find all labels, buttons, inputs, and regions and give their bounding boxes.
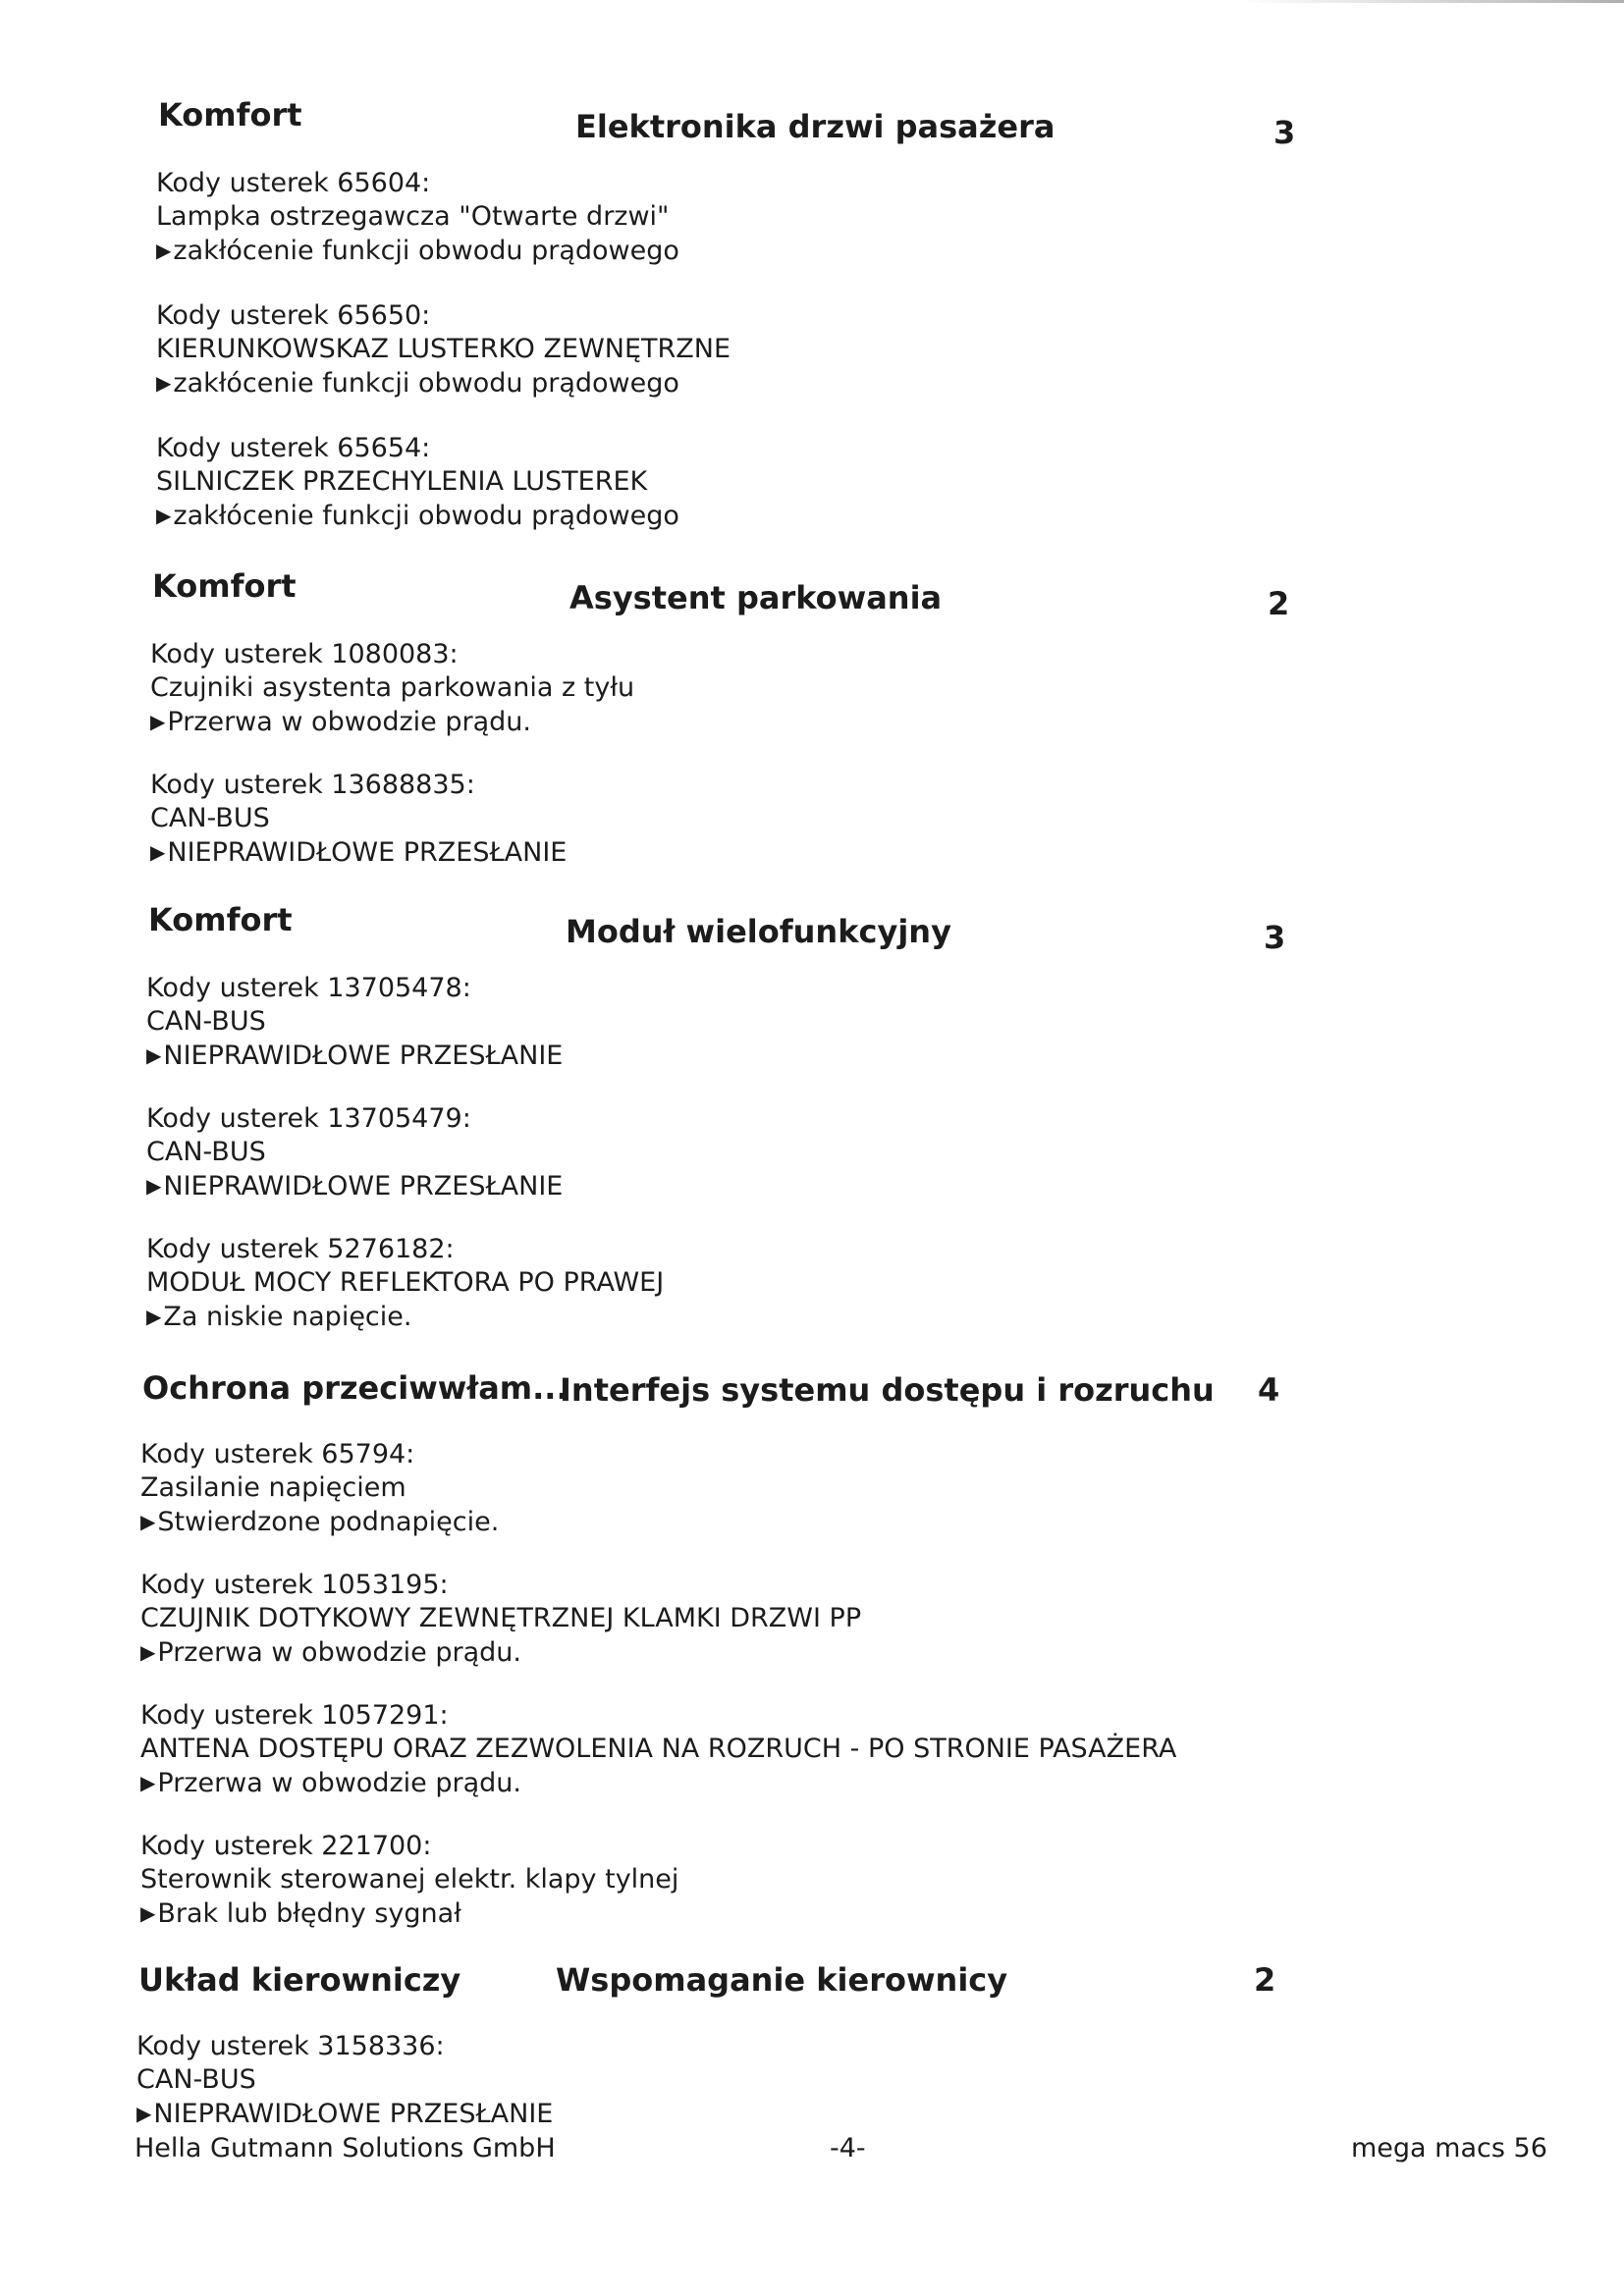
- arrow-right-icon: ▶: [140, 1510, 156, 1533]
- arrow-right-icon: ▶: [140, 1901, 156, 1925]
- section-module: Elektronika drzwi pasażera: [575, 108, 1056, 145]
- fault-code: Kody usterek 65604:: [156, 168, 431, 198]
- fault-status: ▶Brak lub błędny sygnał: [140, 1898, 461, 1929]
- section-fault-count: 2: [1254, 1961, 1276, 1999]
- fault-code: Kody usterek 13705479:: [146, 1103, 471, 1134]
- fault-code: Kody usterek 1080083:: [150, 639, 459, 669]
- section-header: [158, 96, 1624, 151]
- footer-company: Hella Gutmann Solutions GmbH: [135, 2133, 556, 2163]
- footer-page-number: -4-: [830, 2133, 866, 2163]
- fault-code: Kody usterek 221700:: [140, 1831, 432, 1861]
- fault-entry: [150, 638, 634, 738]
- fault-entry: [140, 1699, 1176, 1799]
- section-category: Komfort: [148, 901, 293, 938]
- section-category: Komfort: [158, 96, 302, 133]
- fault-entry: [140, 1830, 678, 1930]
- arrow-right-icon: ▶: [156, 239, 172, 262]
- fault-description: CAN-BUS: [136, 2064, 256, 2095]
- fault-entry: [136, 2030, 553, 2130]
- arrow-right-icon: ▶: [146, 1043, 162, 1067]
- fault-description: ANTENA DOSTĘPU ORAZ ZEZWOLENIA NA ROZRUCH - PO STRONIE PASAŻERA: [140, 1734, 1177, 1764]
- section-category: Komfort: [152, 567, 297, 605]
- section-header: [148, 901, 1624, 956]
- section-category: Układ kierowniczy: [138, 1961, 461, 1999]
- fault-description: Czujniki asystenta parkowania z tyłu: [150, 672, 635, 703]
- fault-section: [156, 96, 1624, 531]
- section-category: Ochrona przeciwwłam...: [142, 1369, 568, 1407]
- fault-status: ▶Przerwa w obwodzie prądu.: [140, 1637, 521, 1668]
- fault-description: Lampka ostrzegawcza "Otwarte drzwi": [156, 201, 670, 232]
- fault-entry: [146, 1102, 563, 1202]
- section-header: [152, 567, 1624, 622]
- fault-code: Kody usterek 65794:: [140, 1439, 415, 1469]
- section-header: [138, 1961, 1624, 2008]
- arrow-right-icon: ▶: [140, 1771, 156, 1794]
- fault-description: MODUŁ MOCY REFLEKTORA PO PRAWEJ: [146, 1267, 665, 1298]
- section-fault-count: 3: [1273, 114, 1296, 151]
- fault-code: Kody usterek 3158336:: [136, 2031, 445, 2061]
- section-header: [142, 1369, 1624, 1416]
- fault-description: SILNICZEK PRZECHYLENIA LUSTEREK: [156, 466, 648, 497]
- fault-description: KIERUNKOWSKAZ LUSTERKO ZEWNĘTRZNE: [156, 334, 731, 364]
- fault-status: ▶NIEPRAWIDŁOWE PRZESŁANIE: [150, 837, 568, 868]
- fault-status: ▶zakłócenie funkcji obwodu prądowego: [156, 501, 679, 531]
- fault-description: CAN-BUS: [146, 1006, 266, 1037]
- fault-code: Kody usterek 13688835:: [150, 770, 475, 800]
- fault-entry: [146, 972, 563, 1072]
- arrow-right-icon: ▶: [156, 504, 172, 527]
- fault-code: Kody usterek 1057291:: [140, 1700, 449, 1731]
- fault-status: ▶zakłócenie funkcji obwodu prądowego: [156, 368, 679, 399]
- fault-status: ▶Za niskie napięcie.: [146, 1302, 412, 1332]
- fault-section: [136, 1961, 1624, 2129]
- arrow-right-icon: ▶: [146, 1305, 162, 1328]
- fault-code: Kody usterek 1053195:: [140, 1570, 449, 1600]
- fault-status: ▶zakłócenie funkcji obwodu prądowego: [156, 236, 679, 266]
- section-module: Moduł wielofunkcyjny: [566, 913, 951, 950]
- fault-status: ▶Przerwa w obwodzie prądu.: [150, 707, 531, 737]
- fault-description: CAN-BUS: [146, 1137, 266, 1167]
- fault-entry: [156, 167, 679, 267]
- section-fault-count: 2: [1268, 585, 1290, 622]
- arrow-right-icon: ▶: [150, 710, 166, 733]
- fault-entry: [146, 1233, 664, 1333]
- section-module: Asystent parkowania: [569, 579, 943, 616]
- section-module: Interfejs systemu dostępu i rozruchu: [560, 1371, 1215, 1409]
- fault-status: ▶NIEPRAWIDŁOWE PRZESŁANIE: [146, 1171, 564, 1201]
- fault-description: CAN-BUS: [150, 803, 270, 833]
- fault-code: Kody usterek 13705478:: [146, 973, 471, 1003]
- fault-entry: [156, 299, 731, 400]
- section-fault-count: 4: [1258, 1371, 1280, 1409]
- arrow-right-icon: ▶: [146, 1174, 162, 1198]
- fault-code: Kody usterek 5276182:: [146, 1234, 455, 1264]
- fault-entry: [156, 432, 679, 532]
- section-module: Wspomaganie kierownicy: [556, 1961, 1008, 1999]
- arrow-right-icon: ▶: [156, 371, 172, 395]
- fault-entry: [150, 769, 567, 869]
- fault-description: Zasilanie napięciem: [140, 1472, 406, 1503]
- fault-status: ▶Stwierdzone podnapięcie.: [140, 1507, 500, 1537]
- arrow-right-icon: ▶: [150, 840, 166, 864]
- fault-code: Kody usterek 65654:: [156, 433, 431, 463]
- arrow-right-icon: ▶: [136, 2102, 152, 2125]
- fault-section: [150, 567, 1624, 868]
- fault-description: Sterownik sterowanej elektr. klapy tylnej: [140, 1864, 679, 1895]
- section-fault-count: 3: [1264, 919, 1286, 956]
- fault-section: [140, 1369, 1624, 1929]
- fault-code: Kody usterek 65650:: [156, 300, 431, 331]
- footer-device: mega macs 56: [1351, 2133, 1547, 2163]
- fault-description: CZUJNIK DOTYKOWY ZEWNĘTRZNEJ KLAMKI DRZWI PP: [140, 1603, 862, 1633]
- fault-status: ▶NIEPRAWIDŁOWE PRZESŁANIE: [136, 2099, 554, 2129]
- scan-edge-line: [1241, 0, 1624, 3]
- fault-entry: [140, 1569, 861, 1669]
- fault-status: ▶NIEPRAWIDŁOWE PRZESŁANIE: [146, 1041, 564, 1071]
- arrow-right-icon: ▶: [140, 1640, 156, 1664]
- fault-entry: [140, 1438, 499, 1538]
- fault-section: [146, 901, 1624, 1332]
- fault-status: ▶Przerwa w obwodzie prądu.: [140, 1768, 521, 1798]
